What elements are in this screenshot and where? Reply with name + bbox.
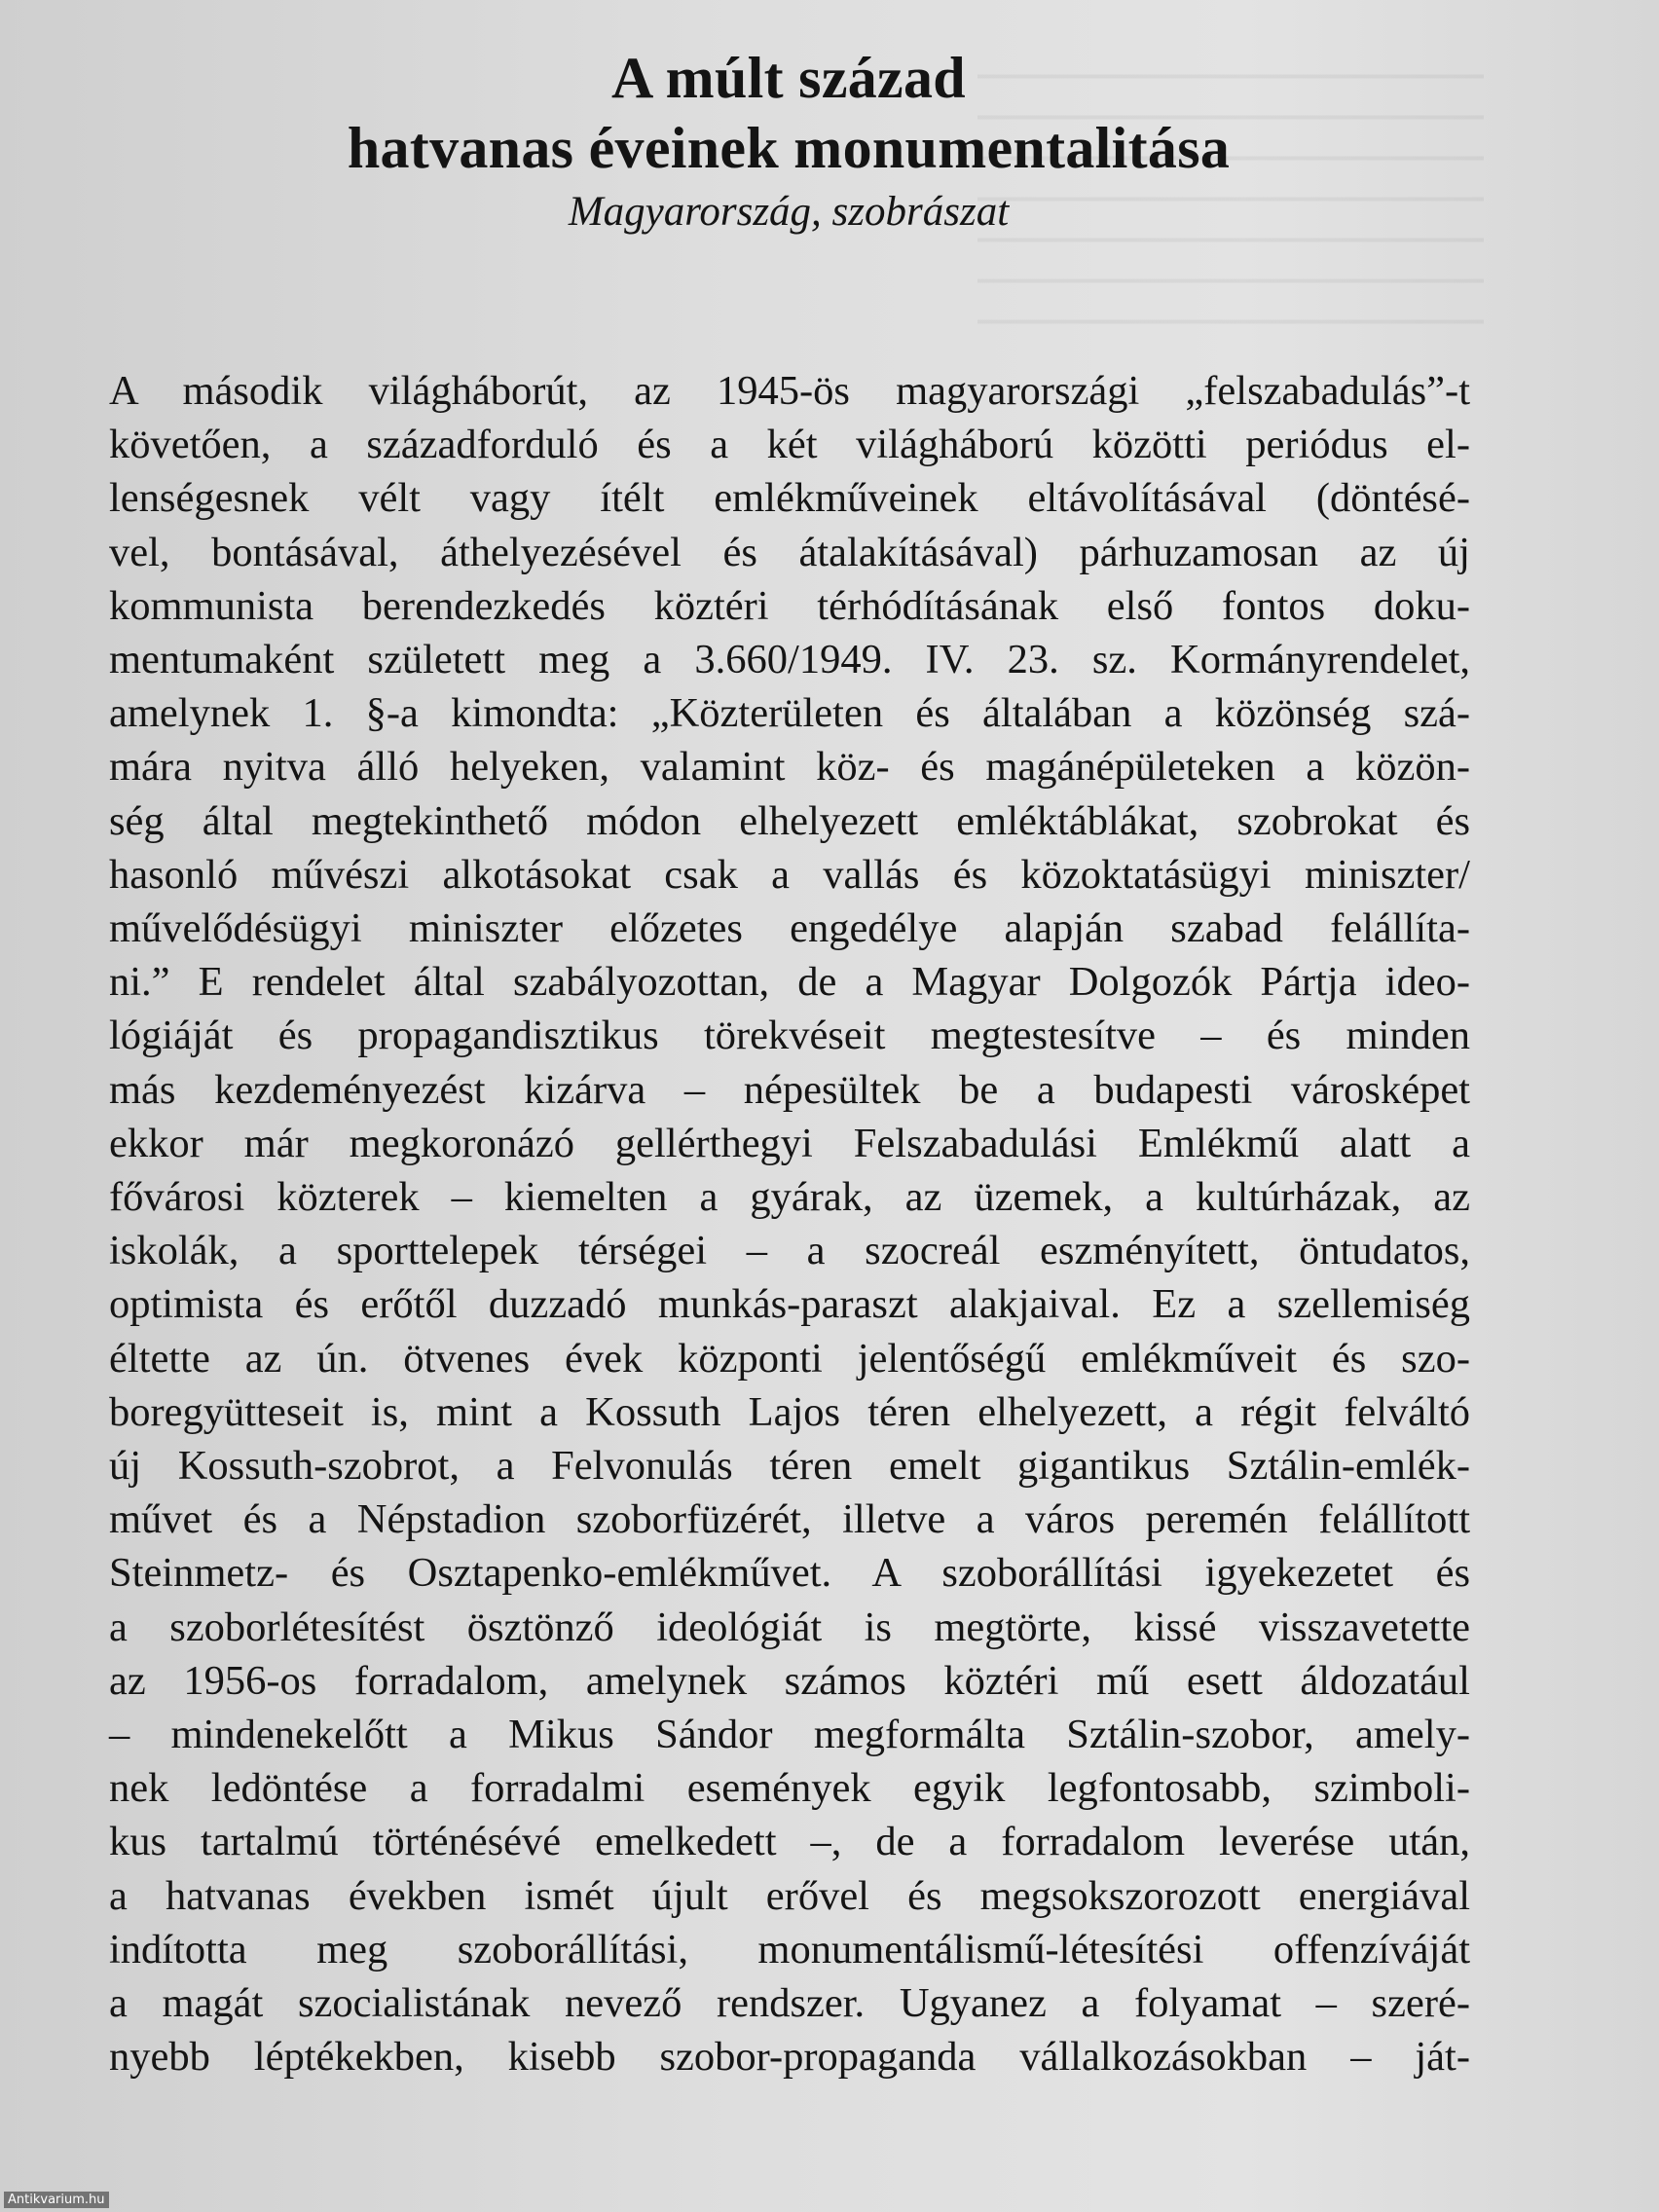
text-line: ekkor már megkoronázó gellérthegyi Felszabadulási Emlékmű alatt a — [109, 1120, 1470, 1166]
text-line: a magát szocialistának nevező rendszer. Ugyanez a folyamat – szeré- — [109, 1980, 1470, 2027]
text-line: lógiáját és propagandisztikus törekvéseit megtestesítve – és minden — [109, 1013, 1470, 1059]
text-line: hasonló művészi alkotásokat csak a vallás és közoktatásügyi miniszter/ — [109, 851, 1470, 898]
text-line: nyebb léptékekben, kisebb szobor-propaganda vállalkozásokban – ját- — [109, 2034, 1470, 2081]
text-line: éltette az ún. ötvenes évek központi jelentőségű emlékműveit és szo- — [109, 1335, 1470, 1382]
text-line: a szoborlétesítést ösztönző ideológiát is megtörte, kissé visszavetette — [109, 1604, 1470, 1650]
text-line: az 1956-os forradalom, amelynek számos köztéri mű esett áldozatául — [109, 1657, 1470, 1704]
text-line: ni.” E rendelet által szabályozottan, de a Magyar Dolgozók Pártja ideo- — [109, 959, 1470, 1006]
text-line: kommunista berendezkedés köztéri térhódításának első fontos doku- — [109, 582, 1470, 629]
text-line: más kezdeményezést kizárva – népesültek be a budapesti városképet — [109, 1066, 1470, 1113]
text-line: kus tartalmú történésévé emelkedett –, de a forradalom leverése után, — [109, 1819, 1470, 1865]
chapter-title-line-1: A múlt század — [611, 46, 966, 110]
text-line: optimista és erőtől duzzadó munkás-paraszt alakjaival. Ez a szellemiség — [109, 1281, 1470, 1328]
text-line: fővárosi közterek – kiemelten a gyárak, az üzemek, a kultúrházak, az — [109, 1174, 1470, 1221]
text-line: – mindenekelőtt a Mikus Sándor megformálta Sztálin-szobor, amely- — [109, 1712, 1470, 1758]
text-line: a hatvanas években ismét újult erővel és megsokszorozott energiával — [109, 1872, 1470, 1919]
text-line: A második világháborút, az 1945-ös magyarországi „felszabadulás”-t — [109, 368, 1470, 414]
text-line: Steinmetz- és Osztapenko-emlékművet. A szoborállítási igyekezetet és — [109, 1550, 1470, 1597]
text-line: indította meg szoborállítási, monumentálismű-létesítési offenzíváját — [109, 1926, 1470, 1972]
text-line: mentumaként született meg a 3.660/1949. IV. 23. sz. Kormányrendelet, — [109, 637, 1470, 683]
text-line: mára nyitva álló helyeken, valamint köz- és magánépületeken a közön- — [109, 744, 1470, 791]
text-line: új Kossuth-szobrot, a Felvonulás téren emelt gigantikus Sztálin-emlék- — [109, 1443, 1470, 1490]
text-line: ség által megtekinthető módon elhelyezett emléktáblákat, szobrokat és — [109, 797, 1470, 844]
text-line: iskolák, a sporttelepek térségei – a szocreál eszményített, öntudatos, — [109, 1228, 1470, 1274]
body-paragraph — [109, 364, 1470, 2084]
text-line: nek ledöntése a forradalmi események egyik legfontosabb, szimboli- — [109, 1765, 1470, 1812]
chapter-subtitle: Magyarország, szobrászat — [568, 189, 1010, 235]
text-line: művet és a Népstadion szoborfüzérét, illetve a város peremén felállított — [109, 1496, 1470, 1543]
text-line: vel, bontásával, áthelyezésével és átalakításával) párhuzamosan az új — [109, 529, 1470, 575]
text-line: követően, a századforduló és a két világháború közötti periódus el- — [109, 422, 1470, 468]
chapter-title-line-2: hatvanas éveinek monumentalitása — [347, 116, 1231, 180]
watermark-label: Antikvarium.hu — [4, 2192, 109, 2208]
text-line: boregyütteseit is, mint a Kossuth Lajos téren elhelyezett, a régit felváltó — [109, 1388, 1470, 1435]
text-line: művelődésügyi miniszter előzetes engedélye alapján szabad felállíta- — [109, 905, 1470, 952]
chapter-header — [0, 43, 1577, 240]
text-line: lenségesnek vélt vagy ítélt emlékműveinek eltávolításával (döntésé- — [109, 475, 1470, 522]
text-line: amelynek 1. §-a kimondta: „Közterületen és általában a közönség szá- — [109, 690, 1470, 737]
